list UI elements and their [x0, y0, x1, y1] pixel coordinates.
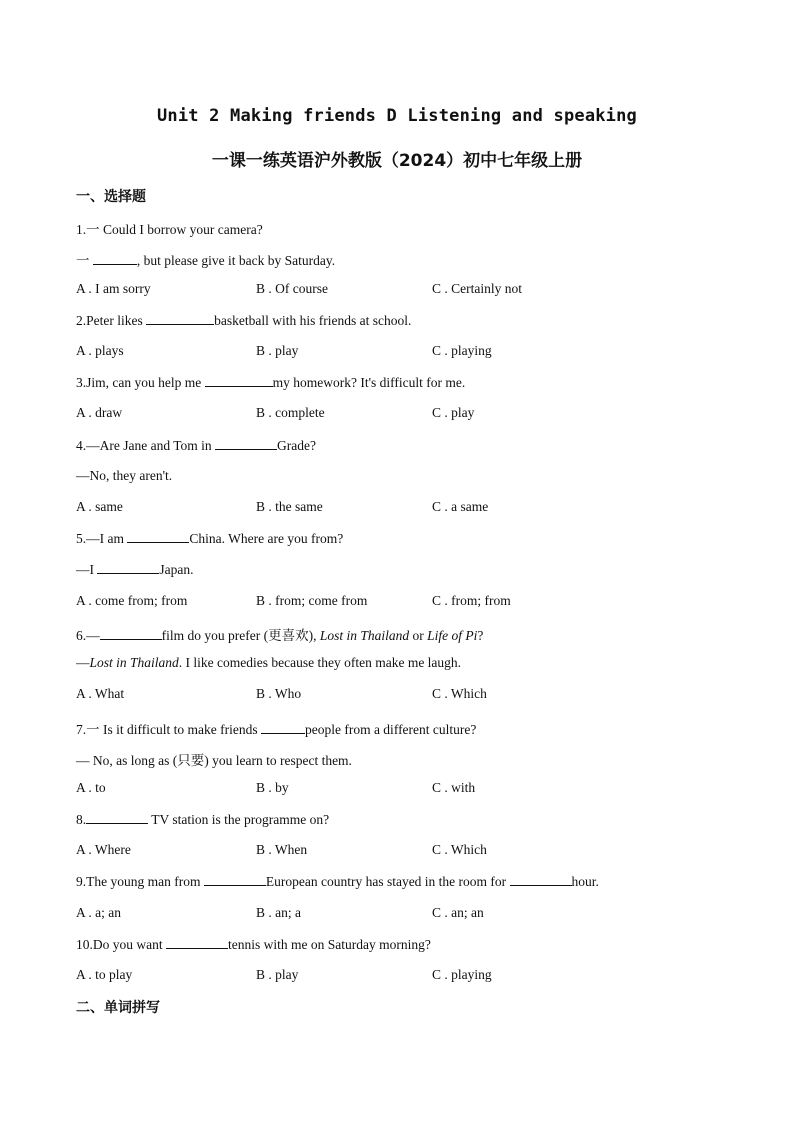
answer-blank[interactable] [166, 936, 228, 949]
question-2-option-b[interactable]: B . play [256, 343, 299, 358]
answer-blank[interactable] [93, 252, 137, 265]
question-10-option-b[interactable]: B . play [256, 967, 299, 982]
document-title: Unit 2 Making friends D Listening and speaking [156, 106, 637, 126]
question-1-response: 一 , but please give it back by Saturday. [76, 253, 336, 268]
question-2-option-a[interactable]: A . plays [76, 343, 124, 358]
question-4-option-c[interactable]: C . a same [432, 499, 489, 514]
answer-blank[interactable] [146, 312, 214, 325]
question-8-text: 8. TV station is the programme on? [76, 812, 330, 827]
answer-blank[interactable] [205, 374, 273, 387]
answer-blank[interactable] [510, 873, 572, 886]
question-10-option-c[interactable]: C . playing [432, 967, 492, 982]
question-7-option-c[interactable]: C . with [432, 780, 476, 795]
question-9-option-c[interactable]: C . an; an [432, 905, 484, 920]
question-6-option-a[interactable]: A . What [76, 686, 125, 701]
question-6-option-c[interactable]: C . Which [432, 686, 487, 701]
question-7-option-b[interactable]: B . by [256, 780, 289, 795]
answer-blank[interactable] [127, 530, 189, 543]
question-5-option-b[interactable]: B . from; come from [256, 593, 368, 608]
question-2-option-c[interactable]: C . playing [432, 343, 492, 358]
answer-blank[interactable] [261, 721, 305, 734]
answer-blank[interactable] [100, 627, 162, 640]
question-6-text: 6.— film do you prefer (更喜欢), Lost in Thailand or Life of Pi? [76, 628, 484, 643]
question-4-text: 4.—Are Jane and Tom in Grade? [76, 438, 317, 453]
question-9-option-a[interactable]: A . a; an [76, 905, 121, 920]
question-5-option-a[interactable]: A . come from; from [76, 593, 188, 608]
question-7-text: 7.一 Is it difficult to make friends people from a different culture? [76, 722, 477, 737]
question-7-option-a[interactable]: A . to [76, 780, 106, 795]
section-heading-choice: 一、选择题 [76, 189, 146, 205]
question-8-option-b[interactable]: B . When [256, 842, 308, 857]
question-6-option-b[interactable]: B . Who [256, 686, 302, 701]
question-4-option-a[interactable]: A . same [76, 499, 123, 514]
question-5-response: —I Japan. [76, 562, 194, 577]
answer-blank[interactable] [97, 561, 159, 574]
document-subtitle: 一课一练英语沪外教版（2024）初中七年级上册 [211, 151, 583, 171]
question-7-response: — No, as long as (只要) you learn to respect them. [76, 753, 352, 768]
question-8-option-a[interactable]: A . Where [76, 842, 131, 857]
question-5-text: 5.—I am China. Where are you from? [76, 531, 344, 546]
question-6-response: —Lost in Thailand. I like comedies because they often make me laugh. [76, 655, 462, 670]
answer-blank[interactable] [215, 437, 277, 450]
question-5-option-c[interactable]: C . from; from [432, 593, 511, 608]
question-1-option-a[interactable]: A . I am sorry [76, 281, 151, 296]
question-1-option-c[interactable]: C . Certainly not [432, 281, 522, 296]
question-10-option-a[interactable]: A . to play [76, 967, 133, 982]
section-heading-spelling: 二、单词拼写 [76, 1000, 160, 1016]
question-9-option-b[interactable]: B . an; a [256, 905, 301, 920]
question-3-option-b[interactable]: B . complete [256, 405, 325, 420]
question-4-response: —No, they aren't. [76, 468, 173, 483]
answer-blank[interactable] [86, 811, 148, 824]
question-8-option-c[interactable]: C . Which [432, 842, 487, 857]
question-4-option-b[interactable]: B . the same [256, 499, 323, 514]
question-1-text: 1.一 Could I borrow your camera? [76, 222, 263, 237]
answer-blank[interactable] [204, 873, 266, 886]
question-1-option-b[interactable]: B . Of course [256, 281, 328, 296]
question-2-text: 2.Peter likes basketball with his friends at school. [76, 313, 412, 328]
question-10-text: 10.Do you want tennis with me on Saturday morning? [76, 937, 431, 952]
question-9-text: 9.The young man from European country has stayed in the room for hour. [76, 874, 599, 889]
question-3-option-c[interactable]: C . play [432, 405, 475, 420]
question-3-option-a[interactable]: A . draw [76, 405, 123, 420]
question-3-text: 3.Jim, can you help me my homework? It's difficult for me. [76, 375, 466, 390]
